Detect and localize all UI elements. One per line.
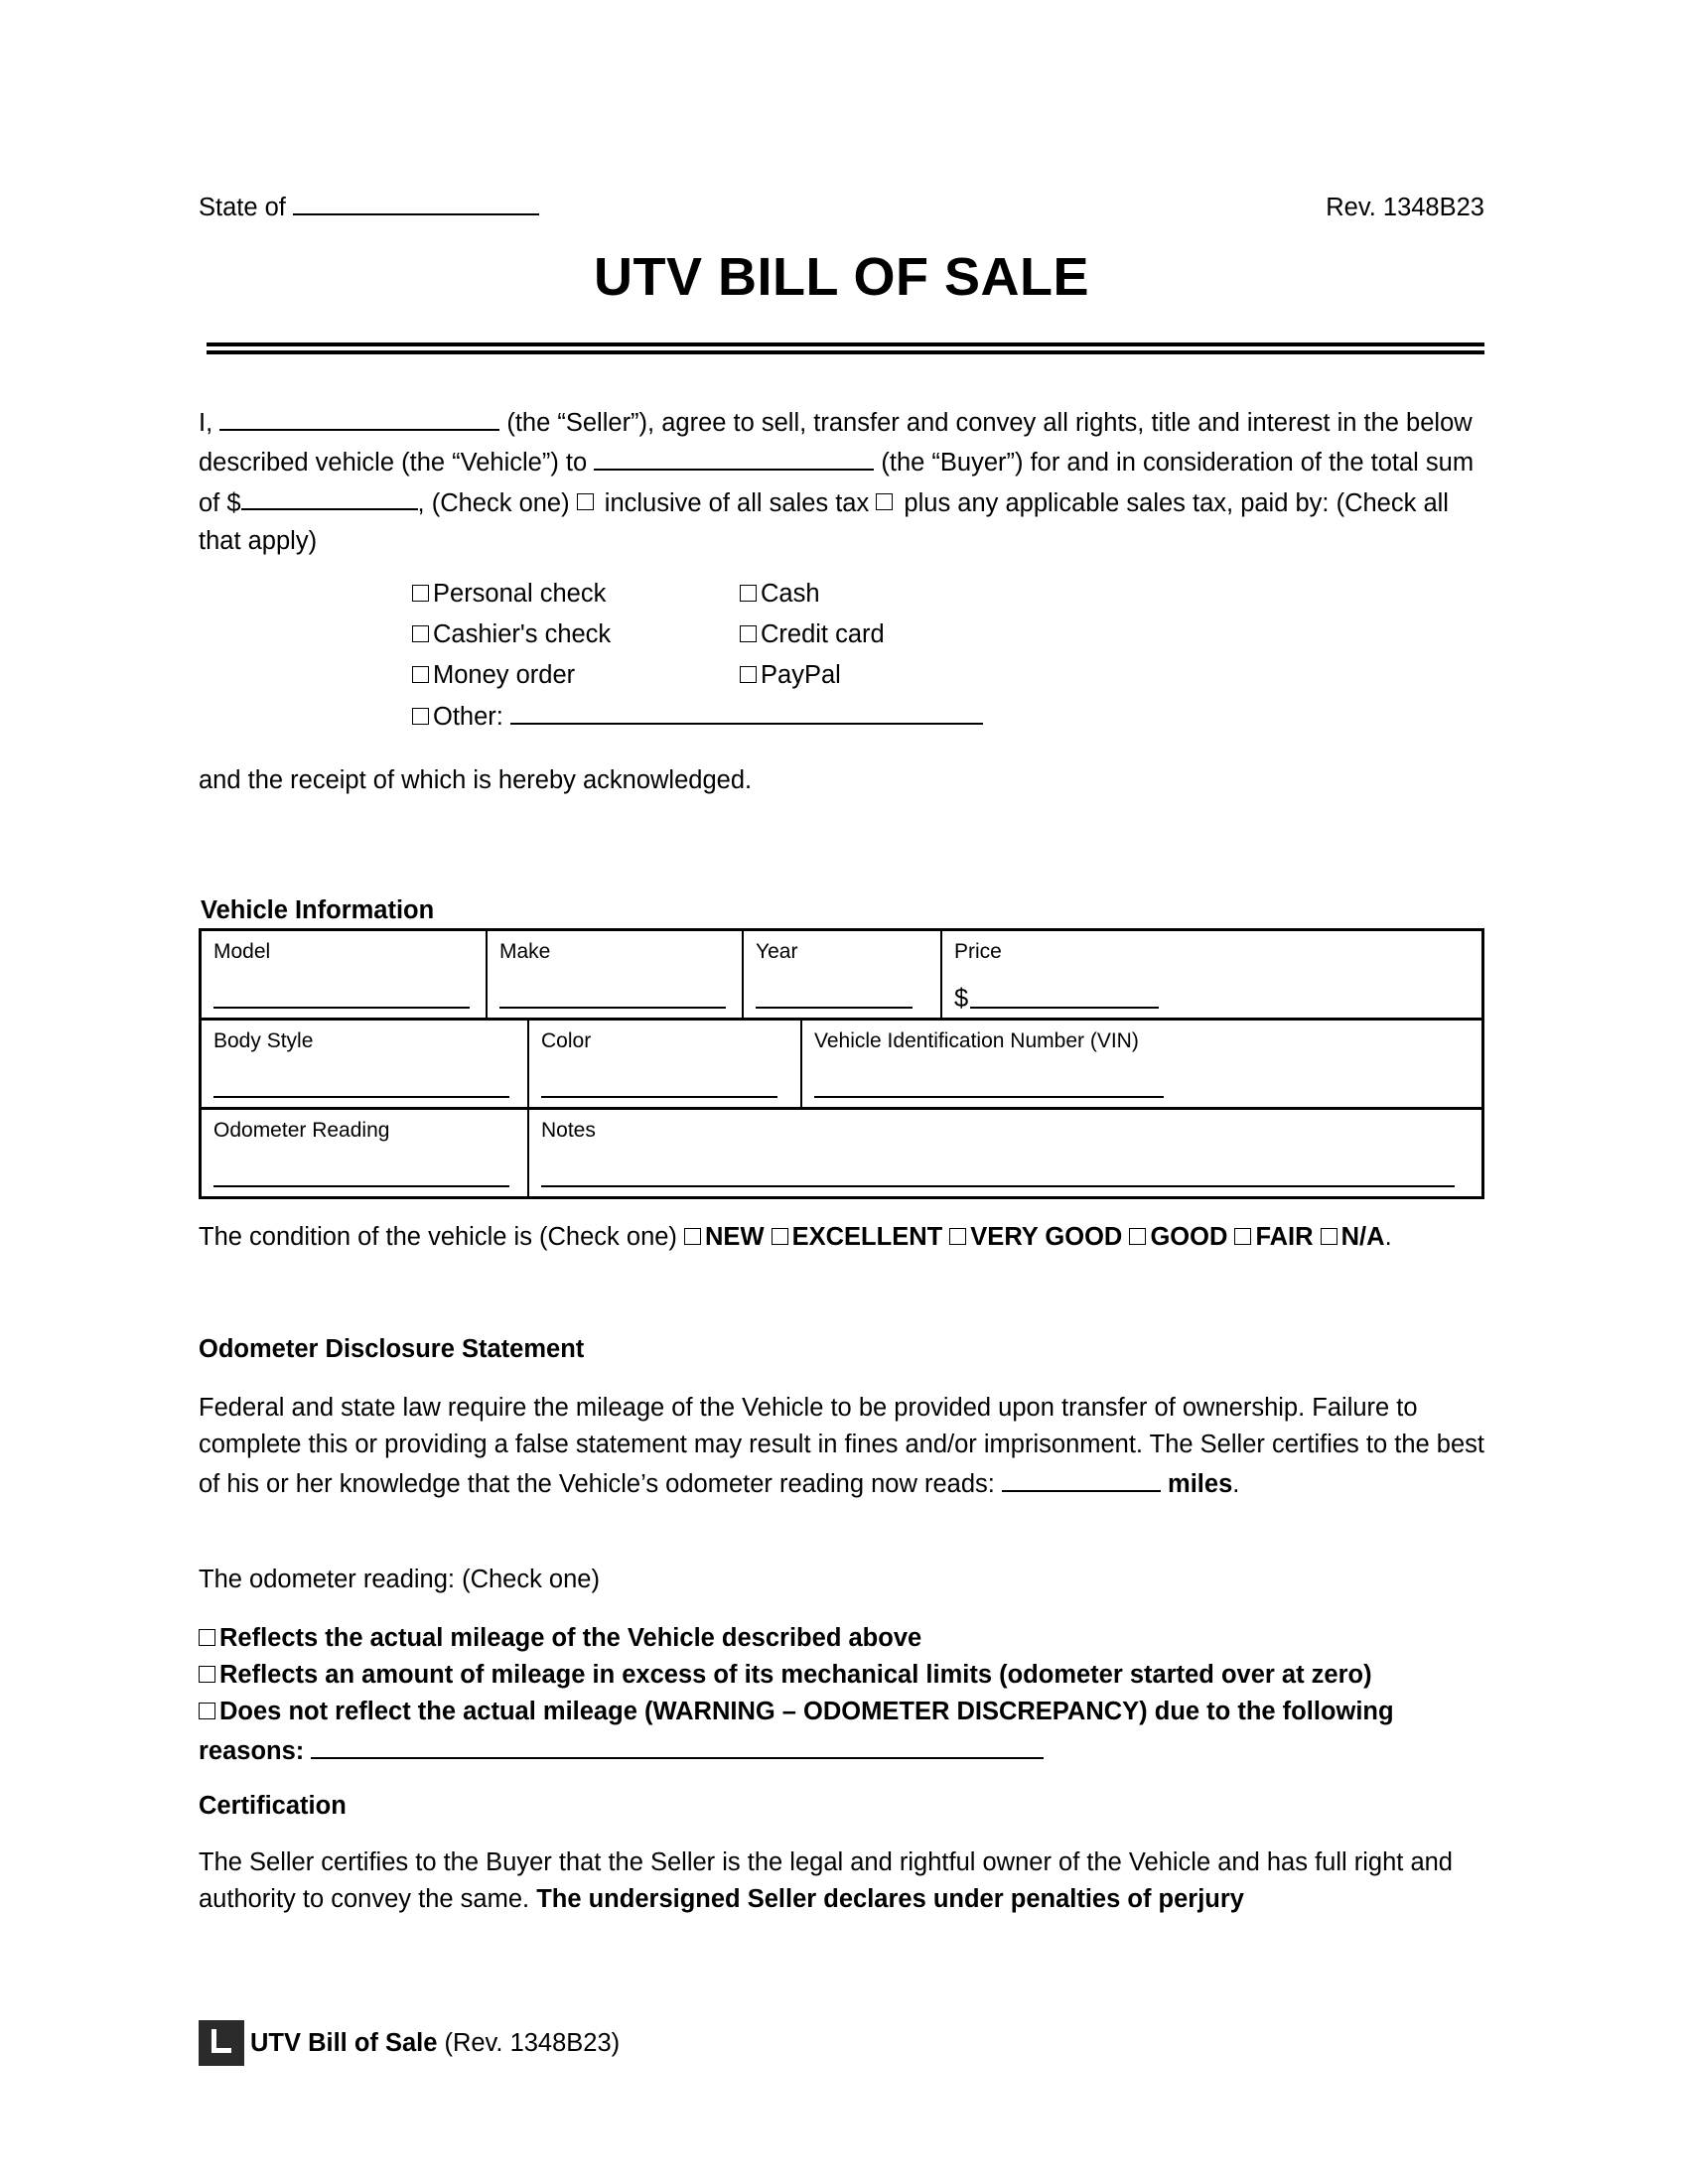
revision-code: Rev. 1348B23 bbox=[1326, 193, 1484, 221]
payment-option-cash[interactable] bbox=[740, 574, 1067, 614]
odometer-option-discrepancy[interactable] bbox=[199, 1694, 1494, 1770]
table-cell-make bbox=[488, 931, 744, 1018]
payment-label-other: Other: bbox=[433, 702, 510, 731]
condition-label-good: GOOD bbox=[1150, 1223, 1228, 1251]
table-row bbox=[202, 931, 1481, 1021]
checkbox-condition-good[interactable] bbox=[1129, 1228, 1146, 1245]
odometer-option-actual-mileage[interactable] bbox=[199, 1620, 1494, 1657]
condition-label-new: NEW bbox=[705, 1223, 765, 1251]
certification-text-bold: The undersigned Seller declares under penalties of perjury bbox=[536, 1885, 1244, 1913]
miles-input[interactable] bbox=[1002, 1463, 1161, 1492]
state-blank-input[interactable] bbox=[293, 187, 539, 215]
buyer-name-input[interactable] bbox=[594, 442, 874, 471]
certification-heading: Certification bbox=[199, 1792, 347, 1820]
condition-label-excellent: EXCELLENT bbox=[791, 1223, 943, 1251]
state-of-label: State of bbox=[199, 193, 293, 221]
price-input[interactable] bbox=[970, 989, 1159, 1009]
payment-label: Cashier's check bbox=[433, 620, 612, 648]
checkbox-odometer-excess[interactable] bbox=[199, 1666, 215, 1683]
table-cell-body-style bbox=[202, 1021, 529, 1107]
payment-label: Cash bbox=[761, 580, 820, 608]
table-cell-odometer-reading bbox=[202, 1110, 529, 1196]
odometer-option-excess-mileage[interactable] bbox=[199, 1657, 1494, 1694]
checkbox-inclusive-sales-tax[interactable] bbox=[577, 493, 594, 510]
document-footer bbox=[199, 2020, 620, 2066]
table-cell-year bbox=[744, 931, 942, 1018]
footer-revision: (Rev. 1348B23) bbox=[444, 2028, 621, 2057]
payment-option-paypal[interactable] bbox=[740, 655, 1067, 696]
payment-label: Credit card bbox=[761, 620, 885, 648]
condition-intro: The condition of the vehicle is (Check one) bbox=[199, 1223, 685, 1251]
payment-option-money-order[interactable] bbox=[412, 655, 740, 696]
vehicle-information-table bbox=[199, 928, 1484, 1199]
payment-methods-group bbox=[412, 574, 1306, 738]
vehicle-information-heading: Vehicle Information bbox=[201, 896, 435, 924]
make-input[interactable] bbox=[499, 1007, 726, 1009]
total-sum-input[interactable] bbox=[241, 482, 418, 511]
cell-label: Make bbox=[499, 940, 551, 963]
other-payment-input[interactable] bbox=[510, 696, 983, 725]
checkbox-condition-new[interactable] bbox=[684, 1228, 701, 1245]
color-input[interactable] bbox=[541, 1096, 777, 1098]
state-of-field bbox=[199, 187, 539, 222]
title-divider-rule bbox=[207, 342, 1484, 354]
payment-label: Personal check bbox=[433, 580, 607, 608]
dollar-sign: $ bbox=[954, 985, 969, 1013]
model-input[interactable] bbox=[213, 1007, 470, 1009]
odometer-body-text: Federal and state law require the mileage of the Vehicle to be provided upon transfer of ownership. Failure to complete this or providing a false statement may result in fines and/or imprisonment. The Seller certifies to the best of his or her knowledge that the Vehicle’s odometer reading now reads: bbox=[199, 1394, 1484, 1498]
seller-name-input[interactable] bbox=[219, 402, 499, 431]
brand-logo-icon bbox=[199, 2020, 244, 2066]
condition-label-very-good: VERY GOOD bbox=[970, 1223, 1123, 1251]
checkbox-condition-na[interactable] bbox=[1321, 1228, 1337, 1245]
table-cell-model bbox=[202, 931, 488, 1018]
table-cell-vin bbox=[802, 1021, 1481, 1107]
odometer-option-label: Reflects an amount of mileage in excess of its mechanical limits (odometer started over at zero) bbox=[219, 1661, 1372, 1689]
table-row bbox=[202, 1021, 1481, 1110]
cell-label: Price bbox=[954, 940, 1002, 963]
checkbox-odometer-discrepancy[interactable] bbox=[199, 1703, 215, 1719]
payment-option-other[interactable] bbox=[412, 696, 1306, 738]
certification-body bbox=[199, 1844, 1489, 1918]
year-input[interactable] bbox=[756, 1007, 913, 1009]
payment-row bbox=[412, 614, 1306, 655]
intro-text-5: inclusive of all sales tax bbox=[597, 488, 877, 517]
checkbox-cash[interactable] bbox=[740, 585, 757, 602]
condition-label-fair: FAIR bbox=[1255, 1223, 1314, 1251]
checkbox-condition-fair[interactable] bbox=[1234, 1228, 1251, 1245]
odometer-disclosure-heading: Odometer Disclosure Statement bbox=[199, 1335, 585, 1363]
payment-option-cashiers-check[interactable] bbox=[412, 614, 740, 655]
checkbox-condition-very-good[interactable] bbox=[949, 1228, 966, 1245]
payment-option-credit-card[interactable] bbox=[740, 614, 1067, 655]
cell-label: Year bbox=[756, 940, 798, 963]
body-style-input[interactable] bbox=[213, 1096, 509, 1098]
cell-label: Color bbox=[541, 1029, 592, 1052]
intro-text-3: (the “Buyer”) for and in consideration of the total sum of $ bbox=[199, 449, 1475, 517]
miles-label: miles bbox=[1168, 1469, 1233, 1498]
vin-input[interactable] bbox=[814, 1096, 1164, 1098]
price-field[interactable] bbox=[954, 985, 1159, 1013]
checkbox-credit-card[interactable] bbox=[740, 625, 757, 642]
notes-input[interactable] bbox=[541, 1185, 1455, 1187]
vehicle-condition-line bbox=[199, 1219, 1494, 1256]
odometer-check-intro: The odometer reading: (Check one) bbox=[199, 1566, 600, 1593]
certification-text-normal: The Seller certifies to the Buyer that the Seller is the legal and rightful owner of the Vehicle and has full right and authority to convey the same. bbox=[199, 1848, 1453, 1913]
odometer-options-group bbox=[199, 1620, 1494, 1770]
odometer-option-label: Does not reflect the actual mileage (WARNING – ODOMETER DISCREPANCY) due to the following reasons: bbox=[199, 1698, 1394, 1765]
footer-document-title: UTV Bill of Sale bbox=[250, 2028, 438, 2057]
odometer-disclosure-body bbox=[199, 1390, 1489, 1503]
miles-terminator: . bbox=[1232, 1469, 1240, 1498]
page-title: UTV BILL OF SALE bbox=[593, 247, 1089, 307]
odometer-option-label: Reflects the actual mileage of the Vehicle described above bbox=[219, 1624, 922, 1652]
document-header bbox=[199, 187, 1484, 222]
cell-label: Model bbox=[213, 940, 271, 963]
checkbox-personal-check[interactable] bbox=[412, 585, 429, 602]
payment-label: PayPal bbox=[761, 661, 841, 689]
checkbox-plus-sales-tax[interactable] bbox=[876, 493, 893, 510]
intro-text-2: (the “Seller”), agree to sell, transfer and convey all rights, title and interest in the below described vehicle (the “Vehicle”) to bbox=[199, 408, 1473, 478]
intro-paragraph bbox=[199, 402, 1489, 560]
intro-text-6: plus any applicable sales tax, paid by: (Check all that apply) bbox=[199, 488, 1449, 555]
table-row bbox=[202, 1110, 1481, 1196]
condition-label-na: N/A bbox=[1340, 1223, 1385, 1251]
intro-text-1: I, bbox=[199, 408, 220, 437]
table-cell-notes bbox=[529, 1110, 1481, 1196]
checkbox-condition-excellent[interactable] bbox=[772, 1228, 788, 1245]
condition-terminator: . bbox=[1384, 1223, 1392, 1251]
discrepancy-reasons-input[interactable] bbox=[311, 1730, 1044, 1759]
cell-label: Notes bbox=[541, 1119, 596, 1142]
checkbox-cashiers-check[interactable] bbox=[412, 625, 429, 642]
checkbox-other[interactable] bbox=[412, 708, 429, 725]
payment-row bbox=[412, 574, 1306, 614]
checkbox-paypal[interactable] bbox=[740, 666, 757, 683]
checkbox-money-order[interactable] bbox=[412, 666, 429, 683]
checkbox-odometer-actual[interactable] bbox=[199, 1629, 215, 1646]
payment-row bbox=[412, 655, 1306, 696]
table-cell-color bbox=[529, 1021, 802, 1107]
payment-label: Money order bbox=[433, 661, 576, 689]
cell-label: Odometer Reading bbox=[213, 1119, 390, 1142]
odometer-reading-input[interactable] bbox=[213, 1185, 509, 1187]
table-cell-price bbox=[942, 931, 1225, 1018]
payment-option-personal-check[interactable] bbox=[412, 574, 740, 614]
cell-label: Body Style bbox=[213, 1029, 314, 1052]
receipt-acknowledgement: and the receipt of which is hereby acknowledged. bbox=[199, 766, 753, 794]
intro-text-4: , (Check one) bbox=[417, 488, 577, 517]
cell-label: Vehicle Identification Number (VIN) bbox=[814, 1029, 1139, 1052]
